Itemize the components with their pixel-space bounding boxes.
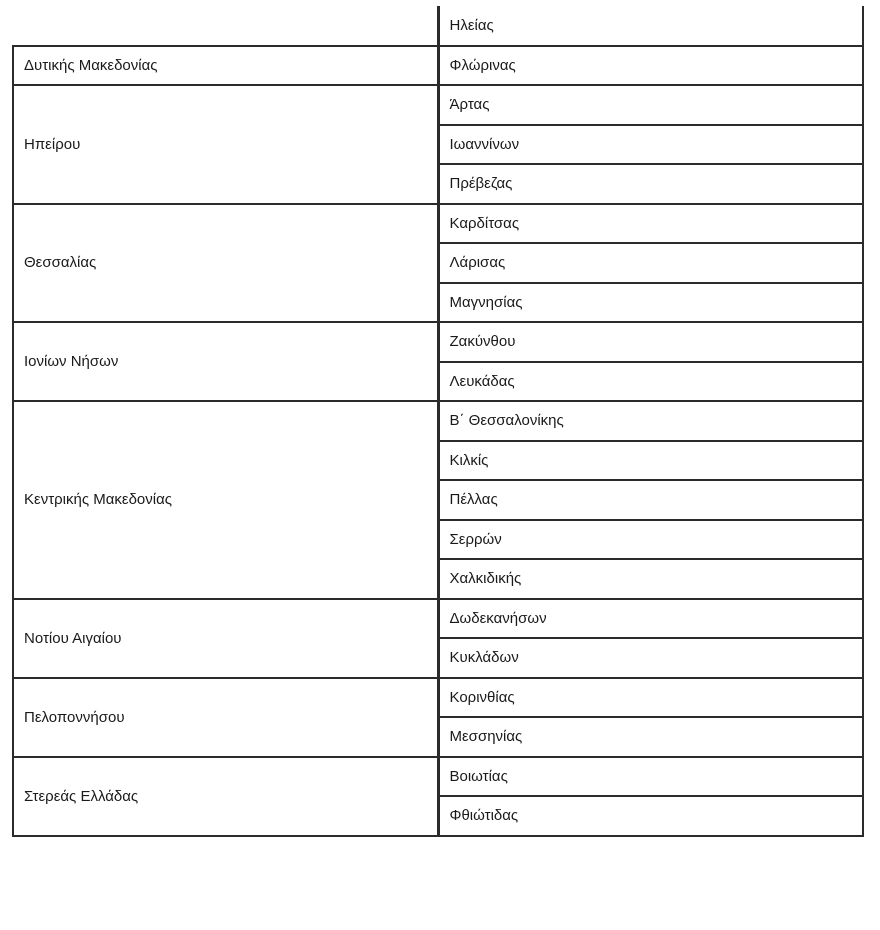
table-row [13,204,863,244]
table-row [13,757,863,797]
regional-unit-cell: Β΄ Θεσσαλονίκης [438,401,863,441]
regional-unit-cell: Βοιωτίας [438,757,863,797]
regional-unit-cell: Δωδεκανήσων [438,599,863,639]
table-row [13,678,863,718]
table-row [13,401,863,441]
table-row [13,322,863,362]
regional-unit-cell: Λευκάδας [438,362,863,402]
regions-table [12,6,864,837]
region-cell [13,6,438,46]
regional-unit-cell: Χαλκιδικής [438,559,863,599]
region-cell: Δυτικής Μακεδονίας [13,46,438,86]
region-cell: Θεσσαλίας [13,204,438,323]
table-row [13,85,863,125]
regional-unit-cell: Καρδίτσας [438,204,863,244]
regional-unit-cell: Ιωαννίνων [438,125,863,165]
regional-unit-cell: Φλώρινας [438,46,863,86]
table-row [13,599,863,639]
regional-unit-cell: Φθιώτιδας [438,796,863,836]
region-cell: Κεντρικής Μακεδονίας [13,401,438,599]
regional-unit-cell: Σερρών [438,520,863,560]
regional-unit-cell: Μεσσηνίας [438,717,863,757]
region-cell: Ηπείρου [13,85,438,204]
region-cell: Νοτίου Αιγαίου [13,599,438,678]
regional-unit-cell: Ηλείας [438,6,863,46]
regional-unit-cell: Μαγνησίας [438,283,863,323]
regional-unit-cell: Ζακύνθου [438,322,863,362]
region-cell: Στερεάς Ελλάδας [13,757,438,836]
regional-unit-cell: Λάρισας [438,243,863,283]
regional-unit-cell: Πρέβεζας [438,164,863,204]
regions-table-body [13,6,863,836]
regional-unit-cell: Κυκλάδων [438,638,863,678]
region-cell: Ιονίων Νήσων [13,322,438,401]
regional-unit-cell: Πέλλας [438,480,863,520]
region-cell: Πελοποννήσου [13,678,438,757]
regional-unit-cell: Άρτας [438,85,863,125]
regional-unit-cell: Κιλκίς [438,441,863,481]
table-row [13,6,863,46]
table-row [13,46,863,86]
regional-unit-cell: Κορινθίας [438,678,863,718]
